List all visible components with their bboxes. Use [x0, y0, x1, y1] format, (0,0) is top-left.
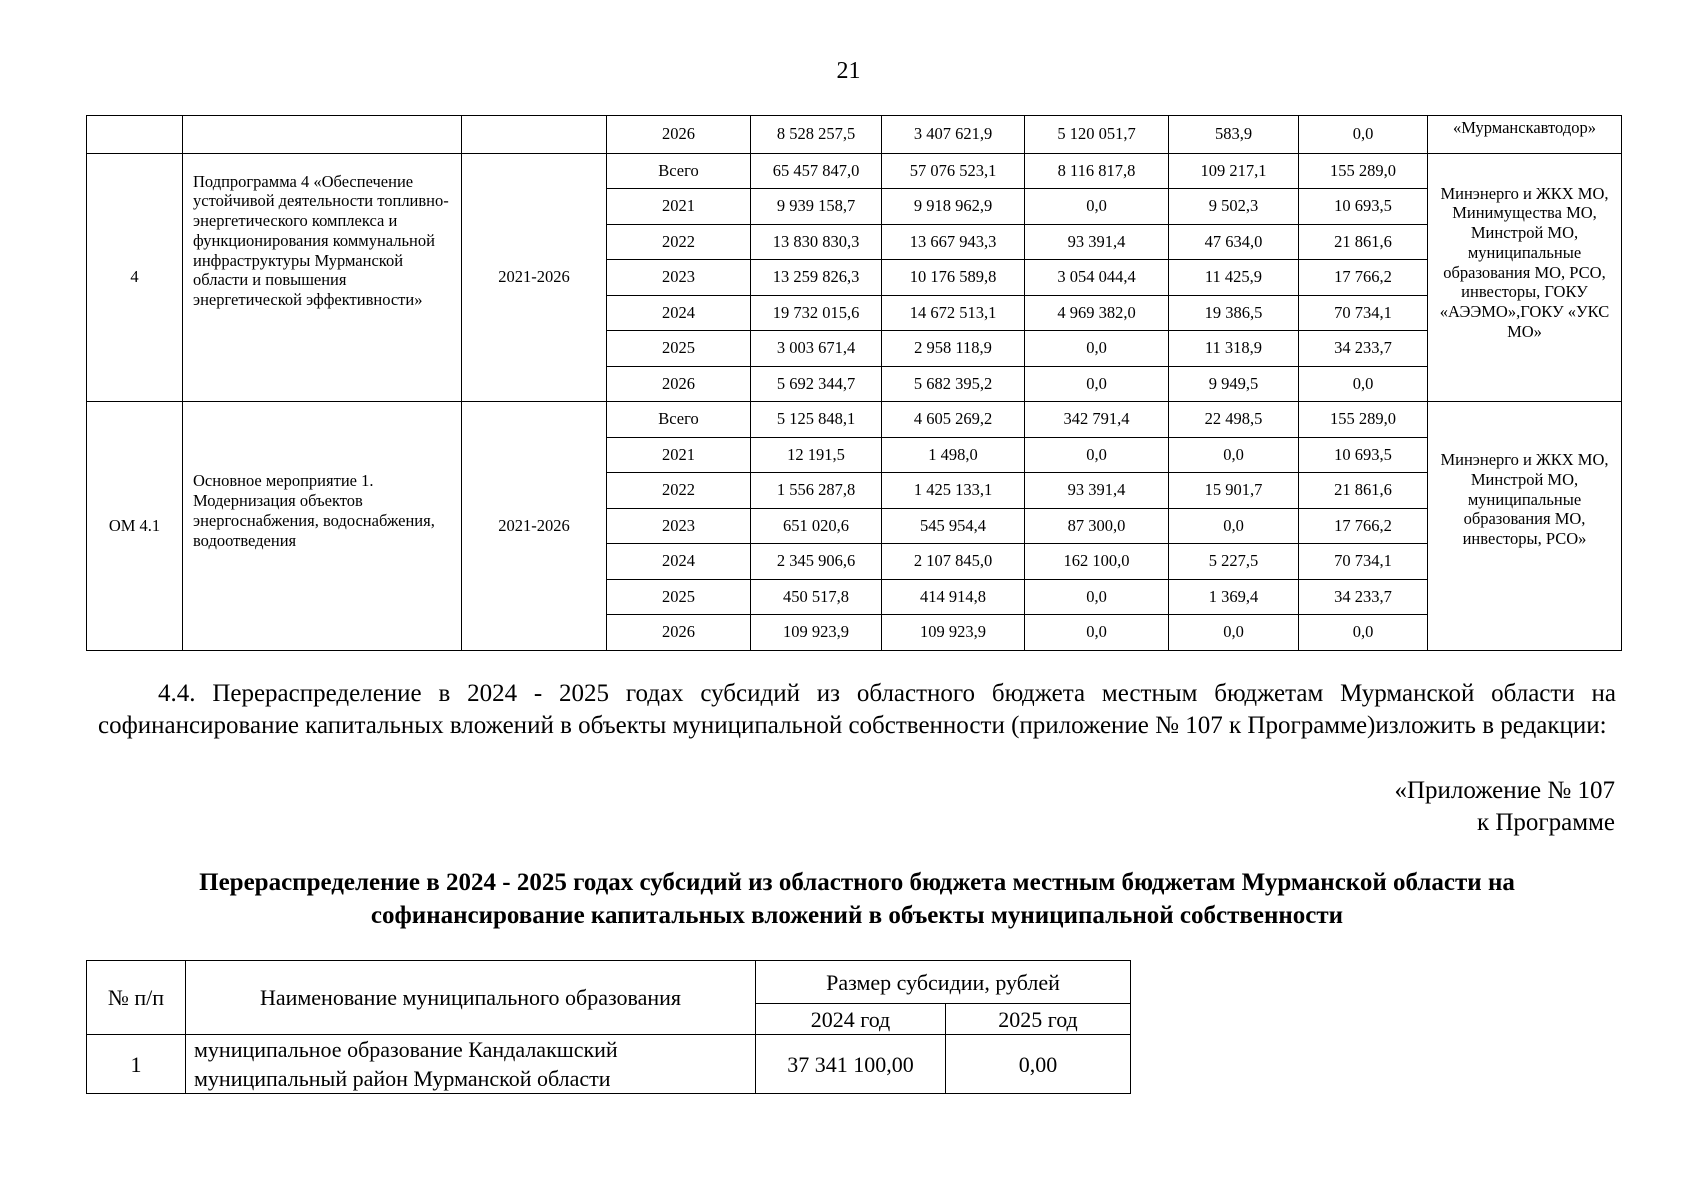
year-cell: 2023 [607, 260, 751, 296]
value-cell: 12 191,5 [751, 437, 882, 473]
value-cell: 0,0 [1025, 437, 1169, 473]
value-cell: 0,0 [1025, 331, 1169, 367]
year-cell: 2026 [607, 615, 751, 651]
value-cell: 93 391,4 [1025, 224, 1169, 260]
year-cell: 2026 [607, 116, 751, 154]
value-cell: 545 954,4 [882, 508, 1025, 544]
row-number: 1 [87, 1035, 186, 1094]
value-cell: 2 958 118,9 [882, 331, 1025, 367]
value-cell: 9 502,3 [1169, 189, 1299, 225]
value-cell: 0,0 [1169, 437, 1299, 473]
year-cell: 2023 [607, 508, 751, 544]
header-year-2025: 2025 год [946, 1004, 1131, 1035]
number-cell: 4 [87, 153, 183, 402]
value-cell: 19 386,5 [1169, 295, 1299, 331]
value-cell: 19 732 015,6 [751, 295, 882, 331]
value-cell: 21 861,6 [1299, 473, 1428, 509]
year-cell: Всего [607, 402, 751, 438]
value-cell: 5 227,5 [1169, 544, 1299, 580]
page-number: 21 [836, 58, 861, 84]
value-cell: 13 259 826,3 [751, 260, 882, 296]
value-cell: 22 498,5 [1169, 402, 1299, 438]
period-cell: 2021-2026 [462, 153, 607, 402]
value-cell: 70 734,1 [1299, 295, 1428, 331]
value-cell: 47 634,0 [1169, 224, 1299, 260]
value-cell: 3 054 044,4 [1025, 260, 1169, 296]
header-year-2024: 2024 год [756, 1004, 946, 1035]
amount-2025: 0,00 [946, 1035, 1131, 1094]
header-row [87, 961, 1131, 1004]
table-row [87, 116, 1622, 154]
year-cell: 2024 [607, 544, 751, 580]
municipality-name-line-1: муниципальное образование Кандалакшский [194, 1037, 618, 1062]
value-cell: 11 425,9 [1169, 260, 1299, 296]
body-paragraph [98, 678, 1616, 742]
value-cell: 17 766,2 [1299, 260, 1428, 296]
value-cell: 162 100,0 [1025, 544, 1169, 580]
value-cell: 34 233,7 [1299, 579, 1428, 615]
value-cell: 1 498,0 [882, 437, 1025, 473]
value-cell: 2 107 845,0 [882, 544, 1025, 580]
value-cell: 11 318,9 [1169, 331, 1299, 367]
value-cell: 9 918 962,9 [882, 189, 1025, 225]
year-cell: 2022 [607, 224, 751, 260]
value-cell: 155 289,0 [1299, 402, 1428, 438]
value-cell: 450 517,8 [751, 579, 882, 615]
value-cell: 87 300,0 [1025, 508, 1169, 544]
heading-line-1: Перераспределение в 2024 - 2025 годах субсидий из областного бюджета местным бюджетам Мурманской области на [199, 869, 1515, 896]
value-cell: 109 217,1 [1169, 153, 1299, 189]
name-cell: Основное мероприятие 1. Модернизация объектов энергоснабжения, водоснабжения, водоотведения [183, 402, 462, 651]
executor-cell: Минэнерго и ЖКХ МО, Минимущества МО, Минстрой МО, муниципальные образования МО, РСО, инвесторы, ГОКУ «АЭЭМО»,ГОКУ «УКС МО» [1428, 153, 1622, 402]
name-cell [183, 116, 462, 154]
year-cell: Всего [607, 153, 751, 189]
table-row [87, 402, 1622, 438]
budget-table [86, 115, 1622, 651]
value-cell: 0,0 [1025, 189, 1169, 225]
value-cell: 0,0 [1299, 116, 1428, 154]
value-cell: 70 734,1 [1299, 544, 1428, 580]
value-cell: 65 457 847,0 [751, 153, 882, 189]
amount-2024: 37 341 100,00 [756, 1035, 946, 1094]
paragraph-text: 4.4. Перераспределение в 2024 - 2025 годах субсидий из областного бюджета местным бюджетам Мурманской области на софинансирование капитальных вложений в объекты муниципальной собственности (приложение № 107 к Программе)изложить в редакции: [98, 680, 1616, 739]
value-cell: 0,0 [1169, 615, 1299, 651]
value-cell: 0,0 [1299, 366, 1428, 402]
year-cell: 2021 [607, 189, 751, 225]
value-cell: 0,0 [1025, 366, 1169, 402]
header-number: № п/п [87, 961, 186, 1035]
value-cell: 10 176 589,8 [882, 260, 1025, 296]
value-cell: 651 020,6 [751, 508, 882, 544]
table-row [87, 153, 1622, 189]
value-cell: 5 120 051,7 [1025, 116, 1169, 154]
value-cell: 0,0 [1025, 615, 1169, 651]
value-cell: 3 003 671,4 [751, 331, 882, 367]
year-cell: 2022 [607, 473, 751, 509]
number-cell [87, 116, 183, 154]
value-cell: 9 939 158,7 [751, 189, 882, 225]
value-cell: 17 766,2 [1299, 508, 1428, 544]
year-cell: 2025 [607, 331, 751, 367]
value-cell: 15 901,7 [1169, 473, 1299, 509]
value-cell: 9 949,5 [1169, 366, 1299, 402]
value-cell: 1 425 133,1 [882, 473, 1025, 509]
value-cell: 5 682 395,2 [882, 366, 1025, 402]
value-cell: 5 692 344,7 [751, 366, 882, 402]
section-heading [98, 866, 1616, 932]
executor-cell: «Мурманскавтодор» [1428, 116, 1622, 154]
value-cell: 10 693,5 [1299, 189, 1428, 225]
header-name: Наименование муниципального образования [186, 961, 756, 1035]
value-cell: 13 667 943,3 [882, 224, 1025, 260]
value-cell: 34 233,7 [1299, 331, 1428, 367]
municipality-name-line-2: муниципальный район Мурманской области [194, 1066, 611, 1091]
value-cell: 8 528 257,5 [751, 116, 882, 154]
appendix-line-1: «Приложение № 107 [1394, 777, 1615, 804]
appendix-line-2: к Программе [1476, 809, 1615, 836]
value-cell: 4 969 382,0 [1025, 295, 1169, 331]
value-cell: 109 923,9 [882, 615, 1025, 651]
value-cell: 14 672 513,1 [882, 295, 1025, 331]
value-cell: 3 407 621,9 [882, 116, 1025, 154]
year-cell: 2025 [607, 579, 751, 615]
subsidy-table [86, 960, 1131, 1094]
value-cell: 10 693,5 [1299, 437, 1428, 473]
heading-line-2: софинансирование капитальных вложений в объекты муниципальной собственности [370, 902, 1344, 929]
value-cell: 0,0 [1025, 579, 1169, 615]
year-cell: 2026 [607, 366, 751, 402]
table-row [87, 1035, 1131, 1094]
value-cell: 155 289,0 [1299, 153, 1428, 189]
name-cell: Подпрограмма 4 «Обеспечение устойчивой деятельности топливно-энергетического комплекса и функционирования коммунальной инфраструктуры Мурманской области и повышения энергетической эффективности» [183, 153, 462, 402]
appendix-reference [1394, 775, 1615, 839]
value-cell: 1 369,4 [1169, 579, 1299, 615]
executor-cell: Минэнерго и ЖКХ МО, Минстрой МО, муниципальные образования МО, инвесторы, РСО» [1428, 402, 1622, 651]
value-cell: 109 923,9 [751, 615, 882, 651]
value-cell: 4 605 269,2 [882, 402, 1025, 438]
period-cell [462, 116, 607, 154]
value-cell: 8 116 817,8 [1025, 153, 1169, 189]
year-cell: 2024 [607, 295, 751, 331]
value-cell: 21 861,6 [1299, 224, 1428, 260]
value-cell: 1 556 287,8 [751, 473, 882, 509]
period-cell: 2021-2026 [462, 402, 607, 651]
value-cell: 5 125 848,1 [751, 402, 882, 438]
number-cell: ОМ 4.1 [87, 402, 183, 651]
value-cell: 583,9 [1169, 116, 1299, 154]
value-cell: 13 830 830,3 [751, 224, 882, 260]
value-cell: 414 914,8 [882, 579, 1025, 615]
value-cell: 342 791,4 [1025, 402, 1169, 438]
header-amount: Размер субсидии, рублей [756, 961, 1131, 1004]
value-cell: 93 391,4 [1025, 473, 1169, 509]
value-cell: 2 345 906,6 [751, 544, 882, 580]
value-cell: 0,0 [1299, 615, 1428, 651]
value-cell: 57 076 523,1 [882, 153, 1025, 189]
municipality-name [186, 1035, 756, 1094]
value-cell: 0,0 [1169, 508, 1299, 544]
year-cell: 2021 [607, 437, 751, 473]
